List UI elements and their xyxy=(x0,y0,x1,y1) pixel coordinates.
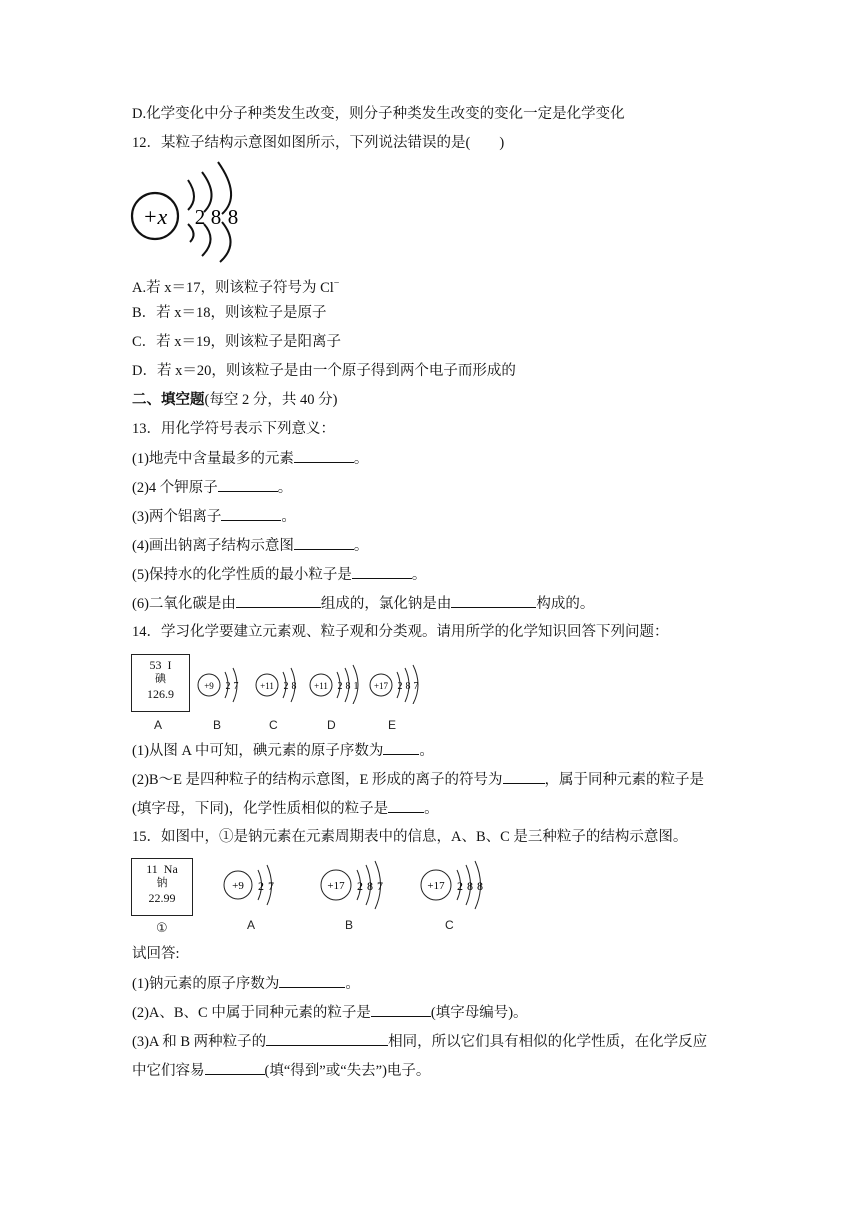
particle-c xyxy=(421,861,483,909)
shell-count: 8 xyxy=(291,681,297,692)
text: (1)钠元素的原子序数为 xyxy=(132,976,280,992)
text: (1)从图 A 中可知，碘元素的原子序数为 xyxy=(132,743,384,759)
answer-blank[interactable] xyxy=(388,798,424,813)
figure-label-a: A xyxy=(247,918,256,932)
q14-item-2-cont xyxy=(132,798,439,819)
text: (2)A、B、C 中属于同种元素的粒子是 xyxy=(132,1005,371,1021)
q12-atom-diagram xyxy=(128,158,258,268)
shell-count: 8 xyxy=(345,681,351,692)
sodium-element-card xyxy=(131,858,193,916)
period: 。 xyxy=(353,538,369,554)
text: (6)二氧化碳是由 xyxy=(132,596,236,612)
period: 。 xyxy=(411,567,427,583)
q12-option-a xyxy=(132,274,339,298)
shell-count: 8 xyxy=(477,879,483,893)
element-mass: 22.99 xyxy=(148,891,176,905)
q11-option-d xyxy=(132,104,625,124)
q15-stem xyxy=(132,827,687,847)
text: 相同，所以它们具有相似的化学性质，在化学反应 xyxy=(388,1034,708,1050)
element-name: 碘 xyxy=(155,673,166,685)
shell-count: 7 xyxy=(377,879,383,893)
nucleus-label: +x xyxy=(142,204,168,229)
shell-arc xyxy=(188,224,194,242)
period: 。 xyxy=(277,480,293,496)
shell-count: 2 xyxy=(397,681,403,692)
iodine-element-card xyxy=(131,654,190,712)
shell-count: 8 xyxy=(227,205,239,229)
q13-item-3 xyxy=(132,506,296,527)
q13-stem xyxy=(132,419,335,439)
particle-e xyxy=(370,665,419,704)
period: 。 xyxy=(424,801,439,817)
figure-label-c: C xyxy=(269,718,278,732)
shell-count: 7 xyxy=(268,879,274,893)
text: (5)保持水的化学性质的最小粒子是 xyxy=(132,567,352,583)
q14-stem xyxy=(132,622,669,642)
text: 构成的。 xyxy=(536,596,595,612)
shell-count: 2 xyxy=(357,879,363,893)
q12-option-d xyxy=(132,361,516,381)
section-2-heading xyxy=(132,390,337,410)
nucleus-label: +11 xyxy=(260,681,274,691)
text: B．若 x＝18，则该粒子是原子 xyxy=(132,305,327,321)
shell-count: 2 xyxy=(225,681,231,692)
answer-blank[interactable] xyxy=(352,564,412,579)
text: (填字母编号)。 xyxy=(430,1005,528,1021)
shell-count: 8 xyxy=(210,205,222,229)
q15-item-3 xyxy=(132,1031,707,1052)
superscript: − xyxy=(333,278,340,289)
figure-label-b: B xyxy=(213,718,222,732)
text: 组成的，氯化钠是由 xyxy=(320,596,452,612)
q15-item-2 xyxy=(132,1002,528,1023)
shell-count: 7 xyxy=(233,681,239,692)
text: (3)A 和 B 两种粒子的 xyxy=(132,1034,267,1050)
shell-count: 7 xyxy=(413,681,419,692)
period: 。 xyxy=(353,451,369,467)
q14-particle-diagrams xyxy=(195,664,435,704)
shell-count: 8 xyxy=(467,879,473,893)
figure-label-c: C xyxy=(445,918,454,932)
q13-item-6 xyxy=(132,593,594,614)
q15-try-answer xyxy=(132,944,180,964)
element-number: 53 xyxy=(149,658,162,672)
shell-count: 8 xyxy=(405,681,411,692)
q14-item-1 xyxy=(132,740,434,761)
text: 14．学习化学要建立元素观、粒子观和分类观。请用所学的化学知识回答下列问题： xyxy=(132,624,669,640)
period: 。 xyxy=(419,743,434,759)
text: A.若 x＝17，则该粒子符号为 Cl xyxy=(132,279,334,296)
text: (4)画出钠离子结构示意图 xyxy=(132,538,294,554)
shell-count: 2 xyxy=(283,681,289,692)
text: (1)地壳中含量最多的元素 xyxy=(132,451,294,467)
text: 中它们容易 xyxy=(132,1063,205,1079)
element-mass: 126.9 xyxy=(147,687,174,701)
element-number-symbol xyxy=(132,862,192,876)
shell-count: 2 xyxy=(337,681,343,692)
answer-blank[interactable] xyxy=(294,448,354,463)
figure-label-d: D xyxy=(327,718,336,732)
answer-blank[interactable] xyxy=(221,506,281,521)
text: 15．如图中，①是钠元素在元素周期表中的信息，A、B、C 是三种粒子的结构示意图。 xyxy=(132,829,688,845)
answer-blank[interactable] xyxy=(503,769,545,784)
particle-a xyxy=(224,865,274,905)
text: 试回答: xyxy=(132,946,180,962)
element-symbol: I xyxy=(167,658,172,672)
text: (3)两个铝离子 xyxy=(132,509,222,525)
particle-b xyxy=(321,861,383,909)
text: ，属于同种元素的粒子是 xyxy=(544,772,705,788)
element-number: 11 xyxy=(146,862,158,876)
shell-count: 1 xyxy=(353,681,359,692)
particle-c xyxy=(256,668,297,702)
q12-stem xyxy=(132,133,504,153)
answer-blank[interactable] xyxy=(279,973,345,988)
nucleus-label: +17 xyxy=(327,880,345,892)
text: (2)4 个钾原子 xyxy=(132,480,218,496)
text: 13．用化学符号表示下列意义： xyxy=(132,421,335,437)
q13-item-5 xyxy=(132,564,426,585)
figure-label-a: A xyxy=(154,718,163,732)
figure-label-b: B xyxy=(345,918,354,932)
element-symbol: Na xyxy=(163,862,178,876)
section-title: 二、填空题 xyxy=(132,392,205,408)
nucleus-label: +17 xyxy=(373,681,389,691)
q15-item-3-cont xyxy=(132,1060,430,1081)
answer-blank[interactable] xyxy=(205,1060,265,1075)
answer-blank[interactable] xyxy=(451,593,536,608)
answer-blank[interactable] xyxy=(383,740,419,755)
q15-item-1 xyxy=(132,973,360,994)
q12-option-b xyxy=(132,303,327,323)
particle-b xyxy=(198,668,239,702)
text: 12．某粒子结构示意图如图所示，下列说法错误的是( ) xyxy=(132,135,505,151)
text: (填字母，下同)，化学性质相似的粒子是 xyxy=(132,801,389,817)
section-note: (每空 2 分，共 40 分) xyxy=(204,392,338,408)
text: C．若 x＝19，则该粒子是阳离子 xyxy=(132,334,342,350)
figure-label-circle-1: ① xyxy=(156,920,168,935)
q14-item-2 xyxy=(132,769,704,790)
answer-blank[interactable] xyxy=(294,535,354,550)
q13-item-2 xyxy=(132,477,292,498)
q15-particle-diagrams xyxy=(218,860,498,910)
figure-label-e: E xyxy=(388,718,397,732)
text: D.化学变化中分子种类发生改变，则分子种类发生改变的变化一定是化学变化 xyxy=(132,106,625,122)
text: (填“得到”或“失去”)电子。 xyxy=(264,1063,431,1079)
period: 。 xyxy=(281,509,296,525)
shell-count: 2 xyxy=(194,205,206,229)
element-name: 钠 xyxy=(156,877,168,889)
period: 。 xyxy=(345,976,360,992)
q13-item-1 xyxy=(132,448,368,469)
nucleus-label: +9 xyxy=(232,880,244,892)
shell-arc xyxy=(188,180,194,210)
q12-option-c xyxy=(132,332,341,352)
shell-count: 2 xyxy=(457,879,463,893)
shell-count: 2 xyxy=(258,879,264,893)
particle-d xyxy=(310,665,359,704)
nucleus-label: +11 xyxy=(314,681,328,691)
q13-item-4 xyxy=(132,535,368,556)
text: D．若 x＝20，则该粒子是由一个原子得到两个电子而形成的 xyxy=(132,363,516,379)
nucleus-label: +9 xyxy=(204,681,214,691)
text: (2)B～E 是四种粒子的结构示意图，E 形成的离子的符号为 xyxy=(132,772,503,788)
answer-blank[interactable] xyxy=(218,477,278,492)
answer-blank[interactable] xyxy=(266,1031,388,1046)
answer-blank[interactable] xyxy=(371,1002,431,1017)
element-number-symbol xyxy=(132,658,189,672)
nucleus-label: +17 xyxy=(427,880,445,892)
shell-count: 8 xyxy=(367,879,373,893)
answer-blank[interactable] xyxy=(236,593,321,608)
